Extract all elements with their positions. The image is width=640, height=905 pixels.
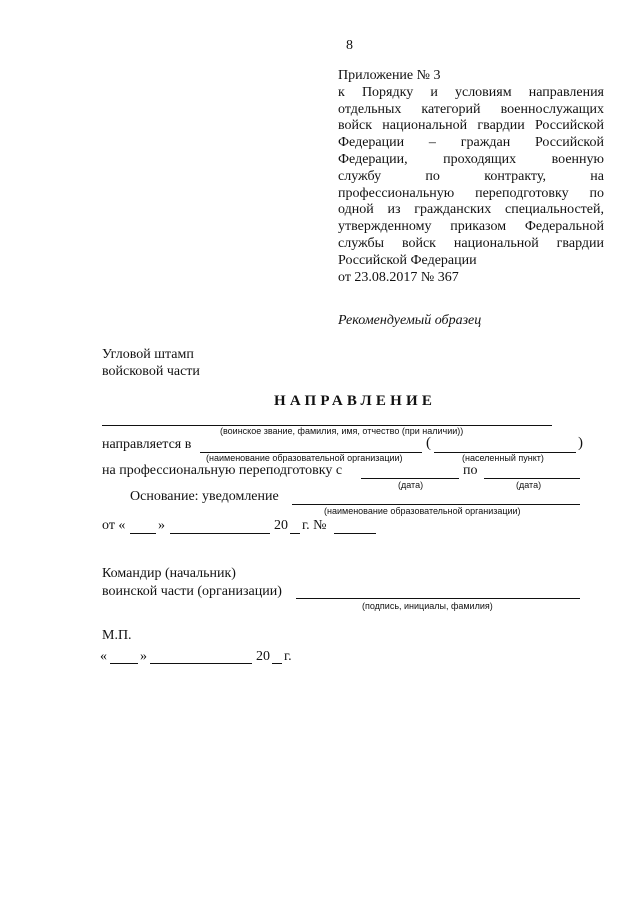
annex-line: войск национальной гвардии Российской xyxy=(338,118,604,134)
to-label: по xyxy=(463,463,478,478)
corner-stamp-line2: войсковой части xyxy=(102,364,200,379)
sent-to-label: направляется в xyxy=(102,437,192,452)
paren-close: ) xyxy=(578,435,583,451)
from-year-prefix: 20 xyxy=(274,518,288,533)
paren-open: ( xyxy=(426,435,431,451)
commander-line2: воинской части (организации) xyxy=(102,584,282,599)
from-prefix: от « xyxy=(102,518,126,533)
commander-line1: Командир (начальник) xyxy=(102,566,236,581)
page-number: 8 xyxy=(346,38,353,53)
from-month-field[interactable] xyxy=(170,533,270,534)
annex-block xyxy=(338,68,604,286)
annex-line: от 23.08.2017 № 367 xyxy=(338,269,459,285)
end-date-field[interactable] xyxy=(484,478,580,479)
annex-line: утвержденному приказом Федеральной xyxy=(338,219,604,235)
basis-label: Основание: уведомление xyxy=(130,489,279,504)
document-title: НАПРАВЛЕНИЕ xyxy=(274,393,437,409)
date-quote-close: » xyxy=(140,649,147,664)
corner-stamp xyxy=(102,346,200,380)
caption-org-2: (наименование образовательной организации) xyxy=(324,506,521,516)
annex-line: Федерации, проходящих военную xyxy=(338,151,604,167)
annex-line: профессиональную переподготовку по xyxy=(338,185,604,201)
start-date-field[interactable] xyxy=(361,478,459,479)
date-year-field[interactable] xyxy=(272,663,282,664)
annex-line: службу по контракту, на xyxy=(338,168,604,184)
signature-field[interactable] xyxy=(296,598,580,599)
annex-line: Приложение № 3 xyxy=(338,68,441,83)
caption-start-date: (дата) xyxy=(398,480,424,490)
annex-line: службы войск национальной гвардии xyxy=(338,235,604,251)
from-day-field[interactable] xyxy=(130,533,156,534)
annex-line: к Порядку и условиям направления xyxy=(338,84,604,100)
notification-org-field[interactable] xyxy=(292,504,580,505)
caption-end-date: (дата) xyxy=(516,480,542,490)
seal-label: М.П. xyxy=(102,628,132,643)
from-number-field[interactable] xyxy=(334,533,376,534)
from-year-suffix: г. № xyxy=(302,518,327,533)
date-month-field[interactable] xyxy=(150,663,252,664)
annex-line: отдельных категорий военнослужащих xyxy=(338,101,604,117)
date-quote-open: « xyxy=(100,649,107,664)
annex-line: Российской Федерации xyxy=(338,252,477,268)
caption-locality: (населенный пункт) xyxy=(462,453,544,463)
caption-org: (наименование образовательной организации) xyxy=(206,453,403,463)
date-day-field[interactable] xyxy=(110,663,138,664)
from-quote-close: » xyxy=(158,518,165,533)
retraining-label: на профессиональную переподготовку с xyxy=(102,463,343,478)
sample-label: Рекомендуемый образец xyxy=(338,313,482,328)
caption-rank-name: (воинское звание, фамилия, имя, отчество (при наличии)) xyxy=(220,426,464,436)
annex-line: одной из гражданских специальностей, xyxy=(338,202,604,218)
corner-stamp-line1: Угловой штамп xyxy=(102,347,194,362)
annex-line: Федерации – граждан Российской xyxy=(338,135,604,151)
caption-signature: (подпись, инициалы, фамилия) xyxy=(362,601,493,611)
date-year-prefix: 20 xyxy=(256,649,270,664)
from-year-field[interactable] xyxy=(290,533,300,534)
date-year-suffix: г. xyxy=(284,649,292,664)
